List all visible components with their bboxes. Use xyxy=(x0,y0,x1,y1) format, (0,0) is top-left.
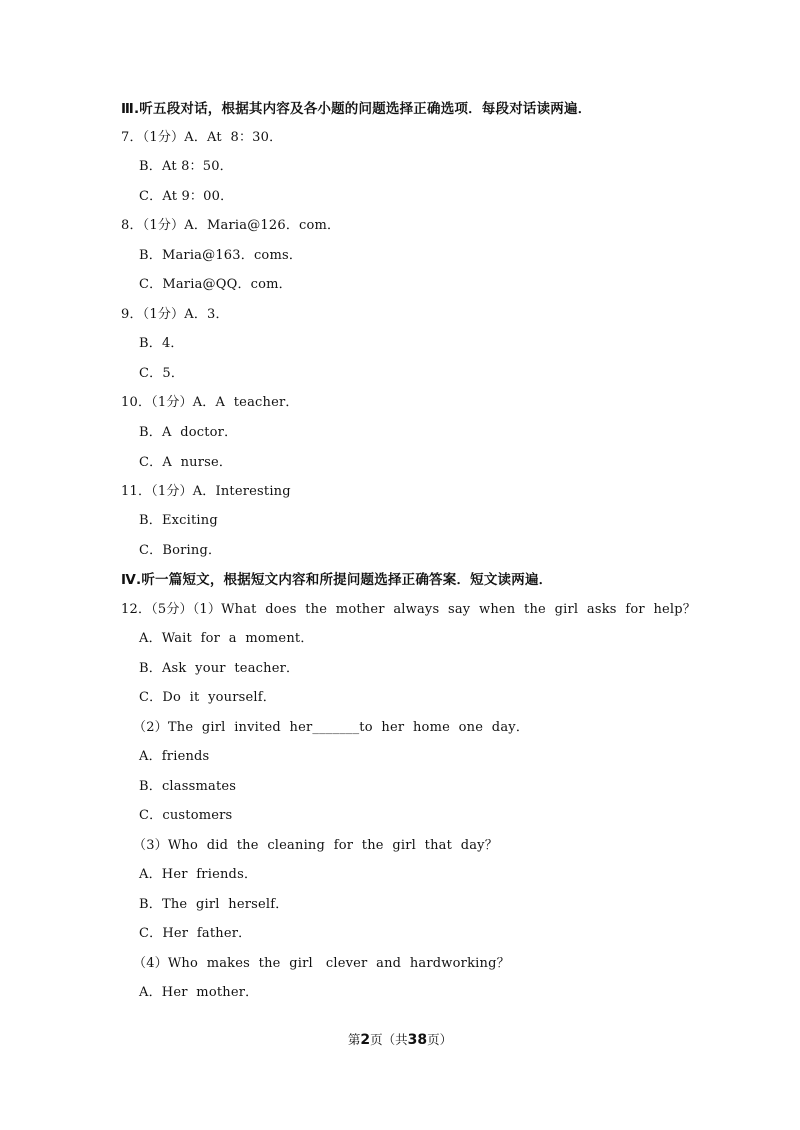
section-4-heading: Ⅳ.听一篇短文，根据短文内容和所提问题选择正确答案．短文读两遍． xyxy=(121,572,553,588)
question-12-2-option-a: A．friends xyxy=(139,749,210,764)
footer-page-number: 2 xyxy=(360,1032,371,1048)
question-12-2-option-c: C．customers xyxy=(139,808,233,823)
question-10-option-c: C．A nurse． xyxy=(139,455,233,470)
question-8-option-c: C．Maria@QQ．com． xyxy=(139,277,292,292)
question-8-option-a: 8．（1分）A．Maria@126．com． xyxy=(121,218,341,233)
question-12-1-option-b: B．Ask your teacher． xyxy=(139,661,300,676)
question-9-option-c: C．5． xyxy=(139,366,185,381)
question-11-option-c: C．Boring． xyxy=(139,543,222,558)
question-12-4-stem: （4）Who makes the girl clever and hardworking？ xyxy=(133,956,510,971)
question-12-2-stem: （2）The girl invited her_______to her home one day． xyxy=(133,720,530,735)
question-7-option-a: 7．（1分）A．At 8：30． xyxy=(121,130,283,145)
question-12-3-option-c: C．Her father． xyxy=(139,926,252,941)
question-9-option-a: 9．（1分）A．3． xyxy=(121,307,229,322)
question-12-4-option-a: A．Her mother． xyxy=(139,985,259,1000)
question-12-1-option-c: C．Do it yourself． xyxy=(139,690,276,705)
question-12-3-option-a: A．Her friends． xyxy=(139,867,258,882)
question-12-2-option-b: B．classmates xyxy=(139,779,237,794)
section-3-heading: Ⅲ.听五段对话，根据其内容及各小题的问题选择正确选项．每段对话读两遍． xyxy=(121,101,592,117)
footer-total-pages: 38 xyxy=(407,1032,428,1048)
question-10-option-b: B．A doctor． xyxy=(139,425,238,440)
question-8-option-b: B．Maria@163．coms． xyxy=(139,248,303,263)
footer-middle: 页（共 xyxy=(370,1032,408,1047)
page-footer xyxy=(0,1031,800,1049)
footer-prefix: 第 xyxy=(347,1032,361,1047)
question-7-option-b: B．At 8：50． xyxy=(139,159,233,174)
question-7-option-c: C．At 9：00． xyxy=(139,189,234,204)
question-11-option-a: 11．（1分）A．Interesting xyxy=(121,484,291,499)
question-12-3-stem: （3）Who did the cleaning for the girl that day？ xyxy=(133,838,498,853)
question-12-stem: 12．（5分）（1）What does the mother always say when the girl asks for help？ xyxy=(121,602,697,617)
question-12-3-option-b: B．The girl herself． xyxy=(139,897,289,912)
question-11-option-b: B．Exciting xyxy=(139,513,218,528)
question-12-1-option-a: A．Wait for a moment． xyxy=(139,631,314,646)
question-10-option-a: 10．（1分）A．A teacher． xyxy=(121,395,299,410)
footer-suffix: 页） xyxy=(427,1032,453,1047)
question-9-option-b: B．4． xyxy=(139,336,184,351)
